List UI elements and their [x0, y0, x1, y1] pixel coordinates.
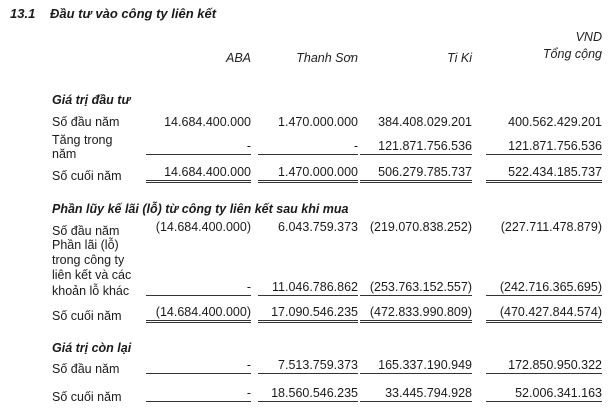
row-label: năm [52, 147, 77, 161]
row-label: Số cuối năm [52, 309, 122, 323]
cell-value: 33.445.794.928 [360, 386, 472, 402]
row-label: Số đầu năm [52, 224, 120, 238]
cell-value: - [146, 358, 251, 374]
row-label: liên kết và các [52, 268, 132, 282]
cell-value: 172.850.950.322 [486, 358, 602, 374]
cell-value: 400.562.429.201 [508, 115, 602, 129]
row-label: trong công ty [52, 253, 125, 267]
column-header-thanh-son: Thanh Sơn [296, 51, 358, 65]
row-label: Số cuối năm [52, 169, 122, 183]
cell-value: (253.763.152.557) [360, 280, 472, 296]
column-header-total: Tổng cộng [542, 47, 602, 61]
cell-value: 506.279.785.737 [360, 165, 472, 183]
cell-value: (472.833.990.809) [360, 305, 472, 323]
cell-value: (227.711.478.879) [500, 220, 602, 234]
cell-value: (14.684.400.000) [155, 220, 251, 234]
cell-value: (219.070.838.252) [369, 220, 472, 234]
cell-value: 7.513.759.373 [258, 358, 358, 374]
cell-value: - [146, 280, 251, 296]
cell-value: 17.090.546.235 [258, 305, 358, 323]
cell-value: (470.427.844.574) [486, 305, 602, 323]
currency-label: VND [575, 30, 602, 44]
cell-value: 522.434.185.737 [486, 165, 602, 183]
cell-value: (14.684.400.000) [146, 305, 251, 323]
row-label: Số cuối năm [52, 390, 122, 404]
row-label: khoản lỗ khác [52, 284, 130, 298]
column-header-aba: ABA [225, 51, 251, 65]
cell-value: 11.046.786.862 [258, 280, 358, 296]
cell-value: 121.871.756.536 [486, 139, 602, 155]
cell-value: - [258, 139, 358, 155]
cell-value: - [146, 386, 251, 402]
cell-value: 18.560.546.235 [258, 386, 358, 402]
cell-value: 165.337.190.949 [360, 358, 472, 374]
cell-value: - [146, 139, 251, 155]
cell-value: 1.470.000.000 [278, 115, 358, 129]
cell-value: 52.006.341.163 [486, 386, 602, 402]
cell-value: 1.470.000.000 [258, 165, 358, 183]
section-title: Đầu tư vào công ty liên kết [50, 6, 217, 21]
group-title-investment-value: Giá trị đầu tư [52, 93, 131, 107]
section-number: 13.1 [10, 6, 36, 21]
cell-value: 121.871.756.536 [360, 139, 472, 155]
cell-value: 6.043.759.373 [278, 220, 358, 234]
row-label: Số đầu năm [52, 115, 120, 129]
group-title-remaining-value: Giá trị còn lại [52, 341, 132, 355]
row-label: Số đầu năm [52, 362, 120, 376]
cell-value: 14.684.400.000 [164, 115, 251, 129]
row-label: Phần lãi (lỗ) [52, 238, 119, 252]
group-title-accumulated-profit: Phần lũy kế lãi (lỗ) từ công ty liên kết sau khi mua [52, 202, 349, 216]
row-label: Tăng trong [52, 133, 113, 147]
cell-value: 14.684.400.000 [146, 165, 251, 183]
cell-value: 384.408.029.201 [378, 115, 472, 129]
column-header-ti-ki: Ti Ki [447, 51, 472, 65]
cell-value: (242.716.365.695) [486, 280, 602, 296]
